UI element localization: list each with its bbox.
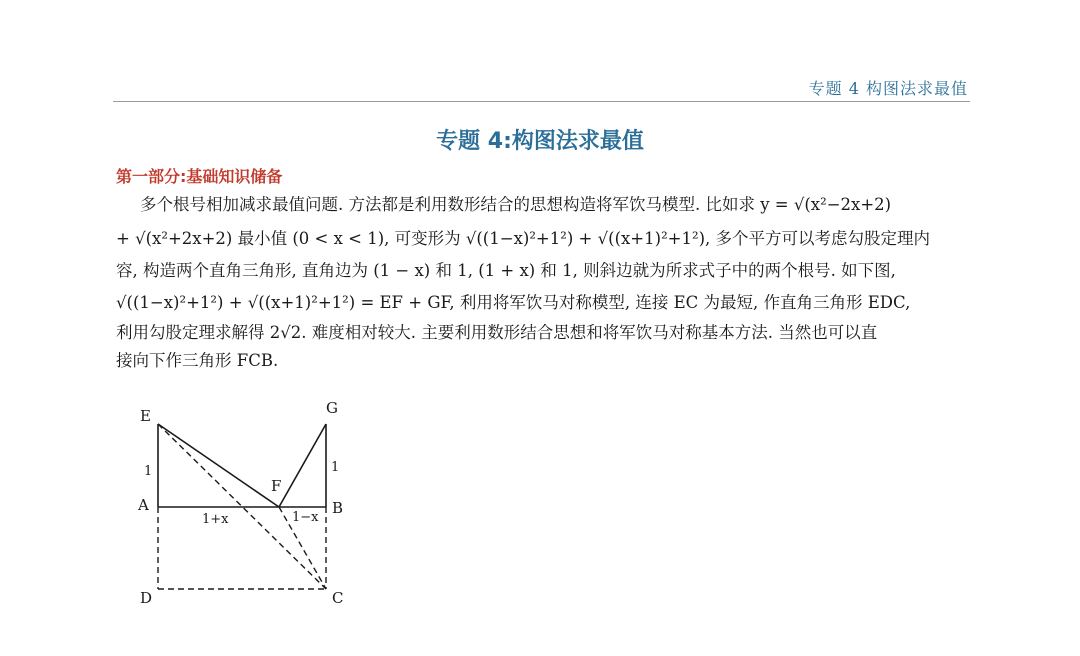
point-label-d: D <box>140 589 153 607</box>
geometry-diagram <box>130 395 370 615</box>
paragraph-line: 接向下作三角形 FCB. <box>116 351 279 370</box>
length-label-ea: 1 <box>144 464 153 479</box>
length-label-gb: 1 <box>331 460 340 475</box>
point-label-a: A <box>138 496 149 514</box>
running-header: 专题 4 构图法求最值 <box>808 79 968 98</box>
segment-gf <box>279 424 326 507</box>
section-heading: 第一部分:基础知识储备 <box>116 167 283 186</box>
document-title: 专题 4:构图法求最值 <box>436 129 644 154</box>
point-label-g: G <box>326 399 338 417</box>
point-label-e: E <box>140 407 151 425</box>
paragraph-line: 利用勾股定理求解得 2√2. 难度相对较大. 主要利用数形结合思想和将军饮马对称基本方法. 当然也可以直 <box>116 323 878 342</box>
paragraph-line: + √(x²+2x+2) 最小值 (0 < x < 1), 可变形为 √((1−x)²+1²) + √((x+1)²+1²), 多个平方可以考虑勾股定理内 <box>116 229 931 248</box>
point-label-f: F <box>271 477 282 495</box>
geometry-figure <box>130 395 370 615</box>
paragraph-line: 多个根号相加减求最值问题. 方法都是利用数形结合的思想构造将军饮马模型. 比如求 y = √(x²−2x+2) <box>140 195 892 214</box>
length-label-af: 1+x <box>202 512 229 527</box>
segment-ef <box>158 424 282 507</box>
paragraph-line: 容, 构造两个直角三角形, 直角边为 (1 − x) 和 1, (1 + x) 和 1, 则斜边就为所求式子中的两个根号. 如下图, <box>116 261 896 280</box>
paragraph-line: √((1−x)²+1²) + √((x+1)²+1²) = EF + GF, 利用将军饮马对称模型, 连接 EC 为最短, 作直角三角形 EDC, <box>116 293 911 312</box>
point-label-c: C <box>332 589 344 607</box>
point-label-b: B <box>332 499 344 517</box>
length-label-fb: 1−x <box>292 510 319 525</box>
header-divider <box>113 101 970 102</box>
